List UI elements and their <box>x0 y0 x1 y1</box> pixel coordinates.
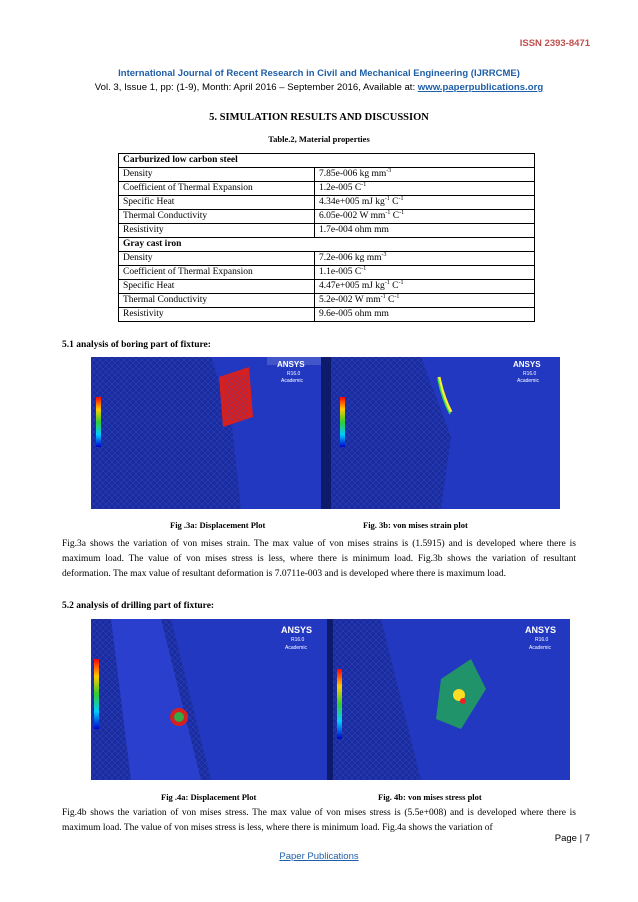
ansys-logo-right-4: ANSYS <box>525 625 557 635</box>
table-row <box>119 224 535 238</box>
property-name: Resistivity <box>119 308 315 322</box>
property-value <box>315 196 535 210</box>
subsection-title-boring: 5.1 analysis of boring part of fixture: <box>62 340 211 350</box>
table-row <box>119 196 535 210</box>
property-value <box>315 168 535 182</box>
ansys-version-left: R16.0 <box>287 371 301 377</box>
value-text: 1.1e-005 C <box>319 267 362 277</box>
ansys-version-right: R16.0 <box>523 371 537 377</box>
property-name: Resistivity <box>119 224 315 238</box>
value-text: 7.2e-006 kg mm <box>319 253 382 263</box>
property-name: Specific Heat <box>119 196 315 210</box>
ansys-logo-right: ANSYS <box>513 360 541 369</box>
value-text: 9.6e-005 ohm mm <box>319 309 389 319</box>
unit-exponent: -1 <box>394 293 400 300</box>
section-title: 5. SIMULATION RESULTS AND DISCUSSION <box>209 112 429 123</box>
value-exponent: -1 <box>384 195 390 202</box>
table-row <box>119 252 535 266</box>
website-link[interactable]: www.paperpublications.org <box>417 82 544 93</box>
paragraph-boring: Fig.3a shows the variation of von mises strain. The max value of von mises strains is (1.5915) and is developed where there is maximum load. The value of von mises stress is less, where there is minimum load. Fig.3b shows the variation of resultant deformation. The max value of resultant deformation is 7.0711e-003 and is developed where there is maximum load. <box>62 539 576 579</box>
property-value <box>315 182 535 196</box>
unit-exponent: -1 <box>398 279 404 286</box>
page-number: Page | 7 <box>554 833 590 844</box>
journal-title: International Journal of Recent Research in Civil and Mechanical Engineering (IJRRCME) <box>118 68 520 79</box>
property-name: Thermal Conductivity <box>119 210 315 224</box>
table-row <box>119 280 535 294</box>
property-name: Specific Heat <box>119 280 315 294</box>
material-name: Gray cast iron <box>119 238 535 252</box>
table-caption: Table.2, Material properties <box>268 134 370 144</box>
value-text: 5.2e-002 W mm <box>319 295 381 305</box>
figure-4-image <box>91 619 570 780</box>
table-row <box>119 266 535 280</box>
table-group-row <box>119 238 535 252</box>
value-exponent: -3 <box>386 167 392 174</box>
value-text: 4.34e+005 mJ kg <box>319 197 385 207</box>
value-exponent: -1 <box>384 279 390 286</box>
value-unit: C <box>390 211 400 221</box>
fea-boring-plots <box>91 357 560 509</box>
figure-3-image <box>91 357 560 509</box>
table-row <box>119 308 535 322</box>
material-properties-table <box>118 153 535 322</box>
publisher-link[interactable]: Paper Publications <box>279 851 359 862</box>
ansys-edition-right-4: Academic <box>529 645 551 651</box>
ansys-logo-left-4: ANSYS <box>281 625 313 635</box>
value-text: 4.47e+005 mJ kg <box>319 281 385 291</box>
value-text: 1.2e-005 C <box>319 183 362 193</box>
value-exponent: -1 <box>380 293 386 300</box>
value-text: 1.7e-004 ohm mm <box>319 225 389 235</box>
property-value <box>315 294 535 308</box>
fea-drilling-plots <box>91 619 570 780</box>
issn-label: ISSN 2393-8471 <box>519 38 590 49</box>
table-group-row <box>119 154 535 168</box>
ansys-edition-right: Academic <box>517 378 539 384</box>
figure-3b-caption: Fig. 3b: von mises strain plot <box>363 520 468 530</box>
value-exponent: -3 <box>381 251 387 258</box>
ansys-version-right-4: R16.0 <box>535 637 549 643</box>
property-name: Density <box>119 252 315 266</box>
value-unit: C <box>389 281 399 291</box>
value-text: 6.05e-002 W mm <box>319 211 386 221</box>
value-exponent: -1 <box>361 265 367 272</box>
volume-info <box>0 82 638 93</box>
value-exponent: -1 <box>361 181 367 188</box>
table-row <box>119 210 535 224</box>
value-exponent: -1 <box>385 209 391 216</box>
unit-exponent: -1 <box>399 209 405 216</box>
ansys-edition-left-4: Academic <box>285 645 307 651</box>
property-value <box>315 224 535 238</box>
property-value <box>315 252 535 266</box>
property-value <box>315 210 535 224</box>
subsection-title-drilling: 5.2 analysis of drilling part of fixture: <box>62 601 215 611</box>
property-name: Coefficient of Thermal Expansion <box>119 182 315 196</box>
value-unit: C <box>389 197 399 207</box>
table-row <box>119 182 535 196</box>
volume-text: Vol. 3, Issue 1, pp: (1-9), Month: April 2016 – September 2016, Available at: <box>94 82 418 93</box>
table-row <box>119 168 535 182</box>
table-row <box>119 294 535 308</box>
ansys-edition-left: Academic <box>281 378 303 384</box>
figure-3a-caption: Fig .3a: Displacement Plot <box>170 520 266 530</box>
value-unit: C <box>385 295 395 305</box>
paragraph-drilling: Fig.4b shows the variation of von mises stress. The max value of von mises stress is (5.5e+008) and is developed where there is maximum load. The value of von mises stress is less, where there is minimum load. Fig.4a shows the variation of <box>62 808 576 833</box>
property-value <box>315 266 535 280</box>
property-name: Thermal Conductivity <box>119 294 315 308</box>
material-name: Carburized low carbon steel <box>119 154 535 168</box>
figure-4a-caption: Fig .4a: Displacement Plot <box>161 792 257 802</box>
property-name: Density <box>119 168 315 182</box>
ansys-version-left-4: R16.0 <box>291 637 305 643</box>
figure-4b-caption: Fig. 4b: von mises stress plot <box>378 792 482 802</box>
property-name: Coefficient of Thermal Expansion <box>119 266 315 280</box>
property-value <box>315 308 535 322</box>
unit-exponent: -1 <box>398 195 404 202</box>
property-value <box>315 280 535 294</box>
ansys-logo-left: ANSYS <box>277 360 305 369</box>
value-text: 7.85e-006 kg mm <box>319 169 387 179</box>
